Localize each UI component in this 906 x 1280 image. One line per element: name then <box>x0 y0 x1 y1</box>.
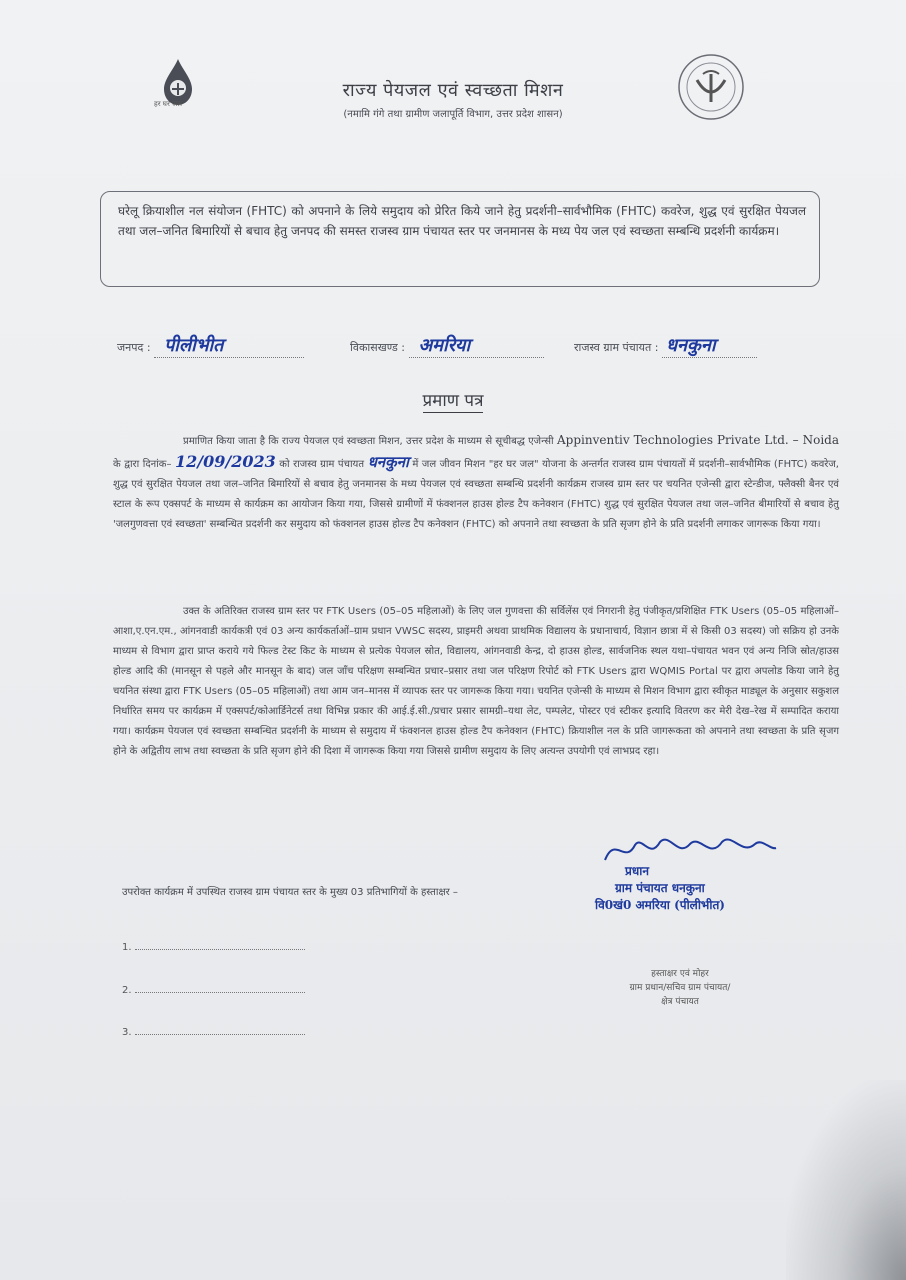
certificate-title <box>0 388 906 411</box>
participant-signature-2 <box>122 985 305 996</box>
sig-3-number: 3. <box>122 1027 132 1038</box>
stamp-line-1: प्रधान <box>625 864 649 878</box>
panchayat-value: धनकुना <box>665 335 716 356</box>
program-box-text: घरेलू क्रियाशील नल संयोजन (FHTC) को अपनाने के लिये समुदाय को प्रेरित किये जाने हेतु प्रदर्शनी–सार्वभौमिक (FHTC) कवरेज, शुद्ध एवं सुरक्षित पेयजल तथा जल–जनित बिमारियों से बचाव हेतु जनपद की समस्त राजस्व ग्राम पंचायत स्तर पर जनमानस के मध्य पेय जल एवं स्वच्छता सम्बन्धि प्रदर्शनी कार्यक्रम। <box>118 204 806 238</box>
p1-date-prefix: के द्वारा दिनांक– <box>113 459 172 470</box>
sig-2-number: 2. <box>122 985 132 996</box>
block-value: अमरिया <box>418 335 471 356</box>
district-label: जनपद : <box>117 341 151 354</box>
participant-signature-1 <box>122 942 305 953</box>
logo-left-caption: हर घर जल <box>154 100 182 108</box>
panchayat-label: राजस्व ग्राम पंचायत : <box>574 341 659 354</box>
paragraph-2: उक्त के अतिरिक्त राजस्व ग्राम स्तर पर FTK Users (05–05 महिलाओं) के लिए जल गुणवत्ता की सर्विलेंस एवं निगरानी हेतु पंजीकृत/प्रशिक्षित FTK Users (05–05 महिलाओं–आशा,ए.एन.एम., आंगनवाडी कार्यकत्री एवं 03 अन्य कार्यकर्ताओं–ग्राम प्रधान VWSC सदस्य, प्राइमरी अथवा प्राथमिक विद्यालय के प्रधानाचार्य, विज्ञान छात्रा में से किसी 03 सदस्य) जो सक्रिय हो उनके माध्यम से विभाग द्वारा प्राप्त कराये गये फिल्ड टेस्ट किट के माध्यम से प्रत्येक पेयजल स्रोत, विद्यालय, आंगनवाडी केन्द्र, दो हाउस होल्ड, सार्वजनिक स्थल यथा–पंचायत भवन एवं अन्य निजि स्रोत/हाउस होल्ड आदि की (मानसून से पहले और मानसून के बाद) जल जाँच परिक्षण सम्बन्धित प्रचार–प्रसार तथा जल परिक्षण रिपोर्ट को FTK Users द्वारा WQMIS Portal पर द्वारा अपलोड किया जाने हेतु चयनित संस्था द्वारा FTK Users (05–05 महिलाओं) तथा आम जन–मानस में व्यापक स्तर पर जागरूक किया गया। चयनित एजेन्सी के माध्यम से मिशन विभाग द्वारा स्वीकृत माड्यूल के अनुसार सकुशल निर्धारित समय पर कार्यक्रम में एक्सपर्ट/कोआर्डिनेटर्स तथा विभिन्न प्रकार की आई.ई.सी./प्रचार प्रसार सामग्री–यथा लेट, पम्पलेट, पोस्टर एवं स्टीकर इत्यादि वितरण कर मेरी देख–रेख में सम्पादित कराया गया। कार्यक्रम पेयजल एवं स्वच्छता सम्बन्धित प्रदर्शनी के माध्यम से समुदाय में फंक्शनल हाउस होल्ड टैप कनेक्शन (FHTC) क्रियाशील नल के प्रति जागरूकता को अपनाने तथा स्वच्छता के प्रति सृजग होने के अद्वितीय लाभ तथा स्वच्छता के प्रति सृजग होने की दिशा में जागरूक किया गया जिससे ग्रामीण समुदाय के लिए अत्यन्त उपयोगी एवं लाभप्रद रहा। <box>113 606 839 757</box>
certificate-title-text: प्रमाण पत्र <box>422 391 484 411</box>
stamp-line-2: ग्राम पंचायत धनकुना <box>615 881 705 895</box>
signature-label <box>570 967 790 1009</box>
sig-label-1: हस्ताक्षर एवं मोहर <box>651 969 709 979</box>
panchayat-handwritten: धनकुना <box>367 453 409 471</box>
page-shadow <box>786 1080 906 1280</box>
p1-date-suffix: को राजस्व ग्राम पंचायत <box>279 459 365 470</box>
header-subtitle: (नमामि गंगे तथा ग्रामीण जलापूर्ति विभाग, उत्तर प्रदेश शासन) <box>343 109 563 120</box>
block-label: विकासखण्ड : <box>350 341 406 354</box>
district-field <box>117 333 304 358</box>
agency-name: Appinventiv Technologies Private Ltd. – Noida <box>556 433 840 447</box>
sig-1-number: 1. <box>122 942 132 953</box>
stamp-line-3: वि0खं0 अमरिया (पीलीभीत) <box>595 898 725 912</box>
district-value: पीलीभीत <box>164 335 224 356</box>
pradhan-stamp <box>595 862 775 913</box>
header-title: राज्य पेयजल एवं स्वच्छता मिशन <box>342 80 564 101</box>
p1-start: प्रमाणित किया जाता है कि राज्य पेयजल एवं स्वच्छता मिशन, उत्तर प्रदेश के माध्यम से सूचीबद्ध एजेन्सी <box>183 436 554 447</box>
event-date: 12/09/2023 <box>175 452 276 471</box>
sig-label-2: ग्राम प्रधान/सचिव ग्राम पंचायत/ <box>629 983 731 993</box>
p1-rest: में जल जीवन मिशन "हर घर जल" योजना के अन्तर्गत राजस्व ग्राम पंचायतों में प्रदर्शनी–सार्वभौमिक (FHTC) कवरेज, शुद्ध एवं सुरक्षित पेयजल तथा जल–जनित बिमारियों से बचाव हेतु जनमानस के मध्य पेयजल एवं स्वच्छता सम्बन्धि प्रदर्शनी कार्यक्रम राजस्व ग्राम स्तर पर चयनित एजेन्सी द्वारा स्टेन्डीज, फ्लैक्सी बैनर एवं स्टाल के रूप एक्सपर्ट के माध्यम से कार्यक्रम का आयोजन किया गया, जिससे ग्रामीणों में फंक्शनल हाउस होल्ड टैप कनेक्शन (FHTC) शुद्ध एवं सुरक्षित पेयजल तथा जल–जनित बीमारियों से बचाव हेतु 'जलगुणवत्ता एवं स्वच्छता' सम्बन्धित प्रदर्शनी कर समुदाय को फंक्शनल हाउस होल्ड टैप कनेक्शन (FHTC) को अपनाने तथा स्वच्छता के प्रति सृजग होने के प्रति प्रदर्शनी लगाकर जागरूक किया गया। <box>113 459 839 530</box>
paragraph-3: उपरोक्त कार्यक्रम में उपस्थित राजस्व ग्राम पंचायत स्तर के मुख्य 03 प्रतिभागियों के हस्ताक्षर – <box>122 887 458 898</box>
block-field <box>350 333 544 358</box>
participant-signature-3 <box>122 1027 305 1038</box>
sig-label-3: क्षेत्र पंचायत <box>661 997 699 1007</box>
paragraph-1 <box>113 430 839 535</box>
panchayat-field <box>574 333 757 358</box>
